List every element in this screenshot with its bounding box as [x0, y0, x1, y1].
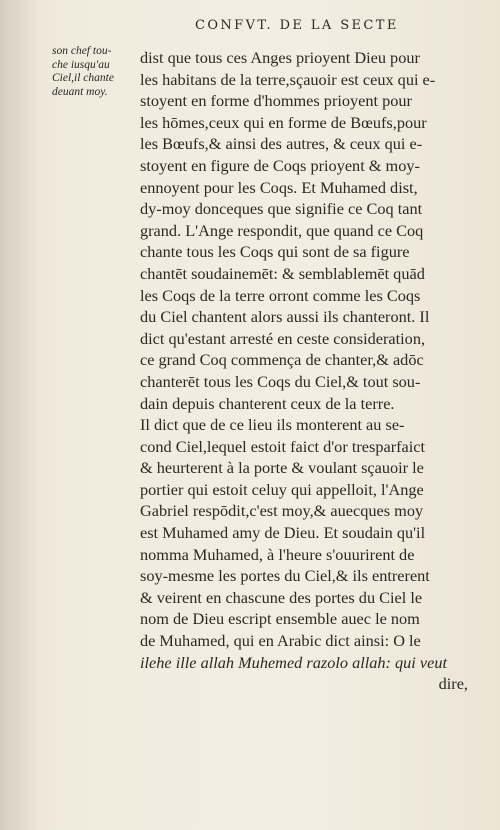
margin-note-line: che iusqu'au [52, 58, 110, 71]
text-line: ilehe ille allah Muhemed razolo allah: qui veut [140, 652, 448, 672]
text-line: nom de Dieu escript ensemble auec le nom [140, 609, 420, 629]
text-line: ennoyent pour les Coqs. Et Muhamed dist, [140, 177, 418, 197]
text-line: chanterēt tous les Coqs du Ciel,& tout sou- [140, 371, 421, 391]
text-line: soy-mesme les portes du Ciel,& ils entrerent [140, 566, 430, 586]
text-line: les Coqs de la terre orront comme les Coqs [140, 285, 421, 305]
text-line: ce grand Coq commença de chanter,& adōc [140, 350, 424, 370]
text-line: est Muhamed amy de Dieu. Et soudain qu'il [140, 523, 426, 543]
text-line: stoyent en figure de Coqs prioyent & moy- [140, 155, 420, 175]
text-line: du Ciel chantent alors aussi ils chanteront. Il [140, 307, 430, 327]
text-line: dict qu'estant arresté en ceste consideration, [140, 328, 426, 348]
page-gutter-shadow [0, 0, 40, 830]
text-line: les hōmes,ceux qui en forme de Bœufs,pour [140, 112, 427, 132]
text-line: & heurterent à la porte & voulant sçauoir le [140, 458, 424, 478]
text-line: stoyent en forme d'hommes prioyent pour [140, 91, 412, 111]
text-line: portier qui estoit celuy qui appelloit, l'Ange [140, 479, 424, 499]
text-line: nomma Muhamed, à l'heure s'ouurirent de [140, 544, 415, 564]
text-line: grand. L'Ange respondit, que quand ce Coq [140, 220, 424, 240]
text-line: chantēt soudainemēt: & semblablemēt quād [140, 263, 425, 283]
catchword: dire, [438, 674, 468, 694]
text-line: & veirent en chascune des portes du Ciel le [140, 587, 423, 607]
text-line: Gabriel respōdit,c'est moy,& auecques moy [140, 501, 424, 521]
text-line: dain depuis chanterent ceux de la terre. [140, 393, 395, 413]
text-line: cond Ciel,lequel estoit faict d'or tresparfaict [140, 436, 426, 456]
text-line: dy-moy donceques que signifie ce Coq tant [140, 199, 423, 219]
text-line: dist que tous ces Anges prioyent Dieu pour [140, 48, 420, 67]
margin-note-line: son chef tou- [52, 45, 112, 57]
margin-note [52, 45, 142, 99]
text-line: les Bœufs,& ainsi des autres, & ceux qui e- [140, 134, 423, 154]
running-head: CONFVT. DE LA SECTE [195, 18, 399, 33]
margin-note-line: deuant moy. [52, 85, 108, 98]
text-line: de Muhamed, qui en Arabic dict ainsi: O le [140, 631, 421, 651]
margin-note-line: Ciel,il chante [52, 72, 114, 84]
text-line: Il dict que de ce lieu ils monterent au se- [140, 415, 405, 435]
text-line: les habitans de la terre,sçauoir est ceux qui e- [140, 69, 436, 89]
body-text [140, 47, 490, 695]
text-line: chante tous les Coqs qui sont de sa figure [140, 242, 410, 262]
